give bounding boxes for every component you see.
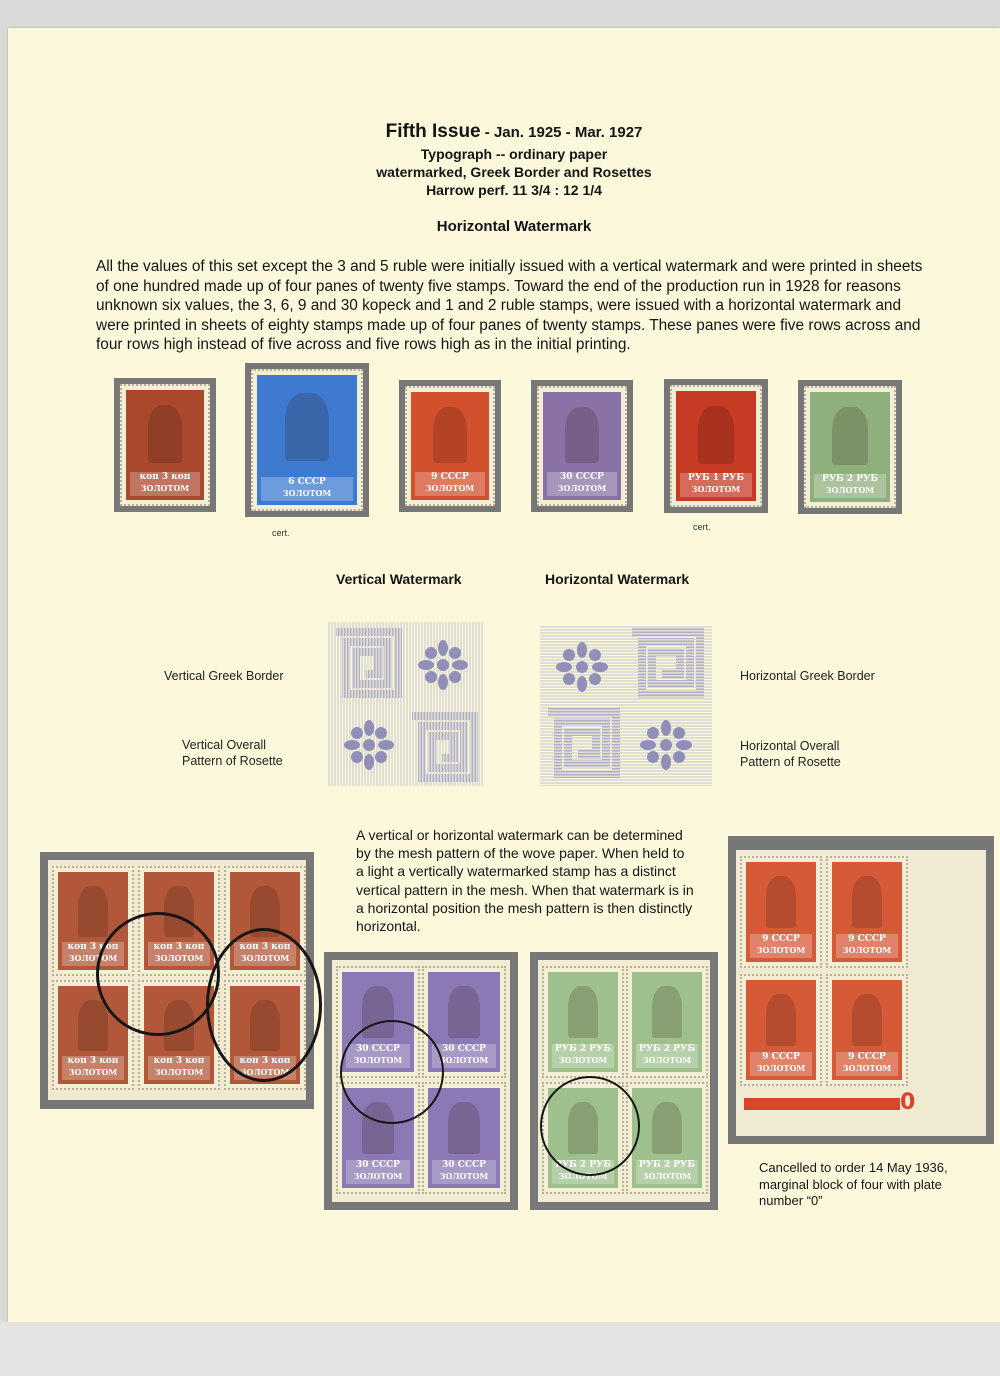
stamp-denomination: 30 СССР — [442, 1160, 486, 1170]
stamp-currency: ЗОЛОТОМ — [353, 1171, 403, 1181]
stamp-denomination: 6 СССР — [288, 477, 326, 487]
perforation — [537, 386, 627, 506]
stamp-currency: ЗОЛОТОМ — [825, 485, 875, 495]
stamp-currency: ЗОЛОТОМ — [439, 1171, 489, 1181]
perforation — [740, 856, 822, 968]
perforation — [542, 966, 624, 1078]
perforation — [826, 974, 908, 1086]
scan-bottom-margin — [0, 1322, 1000, 1376]
stamp-denomination: 30 СССР — [560, 472, 604, 482]
perforation — [740, 974, 822, 1086]
stamp-2 — [804, 386, 896, 508]
stamp-currency: ЗОЛОТОМ — [154, 1067, 204, 1077]
stamp-currency: ЗОЛОТОМ — [68, 1067, 118, 1077]
stamp-denomination: коп 3 коп — [239, 1056, 291, 1066]
cert-note-1: cert. — [272, 528, 290, 538]
stamp-currency: ЗОЛОТОМ — [439, 1055, 489, 1065]
issue-title: Fifth Issue — [385, 121, 481, 142]
postmark-cancel-4 — [540, 1076, 640, 1176]
stamp-denomination: 9 СССР — [762, 934, 800, 944]
issue-dates: - Jan. 1925 - Mar. 1927 — [480, 124, 643, 141]
marginal-block-caption: Cancelled to order 14 May 1936, marginal block of four with plate number “0” — [759, 1160, 948, 1208]
stamp-denomination: РУБ 2 РУБ — [821, 474, 879, 484]
postmark-cancel-2 — [206, 928, 322, 1082]
stamp-30 — [537, 386, 627, 506]
horizontal-watermark-heading: Horizontal Watermark — [545, 571, 690, 587]
horizontal-rosette-label-1: Horizontal Overall — [740, 739, 840, 753]
stamp-currency: ЗОЛОТОМ — [756, 1063, 806, 1073]
perforation — [251, 369, 363, 511]
stamp-denomination: коп 3 коп — [67, 942, 119, 952]
block-9k-stamp — [826, 856, 908, 968]
stamp-currency: ЗОЛОТОМ — [842, 1063, 892, 1073]
stamp-currency: ЗОЛОТОМ — [558, 1055, 608, 1065]
vertical-border-label: Vertical Greek Border — [164, 669, 284, 683]
stamp-denomination: РУБ 2 РУБ — [554, 1160, 612, 1170]
block-2r-stamp — [542, 966, 624, 1078]
stamp-1 — [670, 385, 762, 507]
postmark-cancel-3 — [340, 1020, 444, 1124]
stamp-currency: ЗОЛОТОМ — [558, 1171, 608, 1181]
horizontal-watermark-diagram — [540, 626, 712, 786]
section-heading: Horizontal Watermark — [436, 218, 592, 235]
perforation — [670, 385, 762, 507]
block-9k-stamp — [740, 974, 822, 1086]
perforation — [804, 386, 896, 508]
stamp-denomination: 30 СССР — [356, 1160, 400, 1170]
horizontal-rosette-label-2: Pattern of Rosette — [740, 755, 841, 769]
mesh-explanation: A vertical or horizontal watermark can be determined by the mesh pattern of the wove paper. When held to a light a vertically watermarked stamp has a distinct vertical pattern in the mesh. When that watermark is in a horizontal position the mesh pattern is then distinctly horizontal. — [356, 827, 694, 935]
stamp-currency: ЗОЛОТОМ — [240, 953, 290, 963]
stamp-3 — [120, 384, 210, 506]
vertical-rosette-label-1: Vertical Overall — [182, 738, 267, 752]
block-9k-stamp — [740, 856, 822, 968]
stamp-9 — [405, 386, 495, 506]
plate-number: 0 — [900, 1090, 916, 1115]
block-9k-stamp — [826, 974, 908, 1086]
vertical-watermark-diagram — [328, 622, 484, 786]
stamp-denomination: РУБ 1 РУБ — [687, 473, 745, 483]
subtitle-line-3: Harrow perf. 11 3/4 : 12 1/4 — [426, 182, 602, 198]
perforation — [405, 386, 495, 506]
stamp-currency: ЗОЛОТОМ — [425, 483, 475, 493]
stamp-currency: ЗОЛОТОМ — [240, 1067, 290, 1077]
stamp-denomination: РУБ 2 РУБ — [638, 1160, 696, 1170]
stamp-denomination: коп 3 коп — [153, 1056, 205, 1066]
stamp-currency: ЗОЛОТОМ — [642, 1055, 692, 1065]
block-2r-stamp — [626, 966, 708, 1078]
stamp-denomination: 9 СССР — [848, 1052, 886, 1062]
stamp-denomination: коп 3 коп — [139, 472, 191, 482]
cert-note-2: cert. — [693, 522, 711, 532]
subtitle-line-2: watermarked, Greek Border and Rosettes — [376, 164, 652, 180]
vertical-rosette-label-2: Pattern of Rosette — [182, 754, 283, 768]
stamp-denomination: 9 СССР — [848, 934, 886, 944]
stamp-currency: ЗОЛОТОМ — [353, 1055, 403, 1065]
perforation — [626, 966, 708, 1078]
stamp-currency: ЗОЛОТОМ — [842, 945, 892, 955]
margin-plate-bar — [744, 1098, 900, 1110]
vertical-watermark-heading: Vertical Watermark — [336, 571, 462, 587]
stamp-6 — [251, 369, 363, 511]
page-title — [0, 121, 1000, 143]
stamp-currency: ЗОЛОТОМ — [68, 953, 118, 963]
perforation — [120, 384, 210, 506]
stamp-currency: ЗОЛОТОМ — [691, 484, 741, 494]
stamp-denomination: 30 СССР — [356, 1044, 400, 1054]
horizontal-border-label: Horizontal Greek Border — [740, 669, 875, 683]
stamp-currency: ЗОЛОТОМ — [557, 483, 607, 493]
stamp-denomination: коп 3 коп — [67, 1056, 119, 1066]
postmark-cancel-1 — [96, 912, 220, 1036]
stamp-denomination: коп 3 коп — [153, 942, 205, 952]
perforation — [826, 856, 908, 968]
intro-paragraph: All the values of this set except the 3 and 5 ruble were initially issued with a vertical watermark and were printed in sheets of one hundred made up of four panes of twenty five stamps. Toward the end of the production run in 1928 for reasons unknown six values, the 3, 6, 9 and 30 kopeck and 1 and 2 ruble stamps, were issued with a horizontal watermark and were printed in sheets of eighty stamps made up of four panes of twenty stamps. These panes were five rows across and four rows high instead of five across and five rows high as in the initial printing. — [96, 258, 923, 354]
stamp-denomination: 30 СССР — [442, 1044, 486, 1054]
stamp-currency: ЗОЛОТОМ — [282, 488, 332, 498]
stamp-denomination: РУБ 2 РУБ — [638, 1044, 696, 1054]
stamp-denomination: 9 СССР — [431, 472, 469, 482]
stamp-denomination: коп 3 коп — [239, 942, 291, 952]
stamp-currency: ЗОЛОТОМ — [642, 1171, 692, 1181]
stamp-denomination: РУБ 2 РУБ — [554, 1044, 612, 1054]
stamp-denomination: 9 СССР — [762, 1052, 800, 1062]
stamp-currency: ЗОЛОТОМ — [756, 945, 806, 955]
stamp-currency: ЗОЛОТОМ — [154, 953, 204, 963]
subtitle-line-1: Typograph -- ordinary paper — [420, 146, 608, 162]
stamp-currency: ЗОЛОТОМ — [140, 483, 190, 493]
